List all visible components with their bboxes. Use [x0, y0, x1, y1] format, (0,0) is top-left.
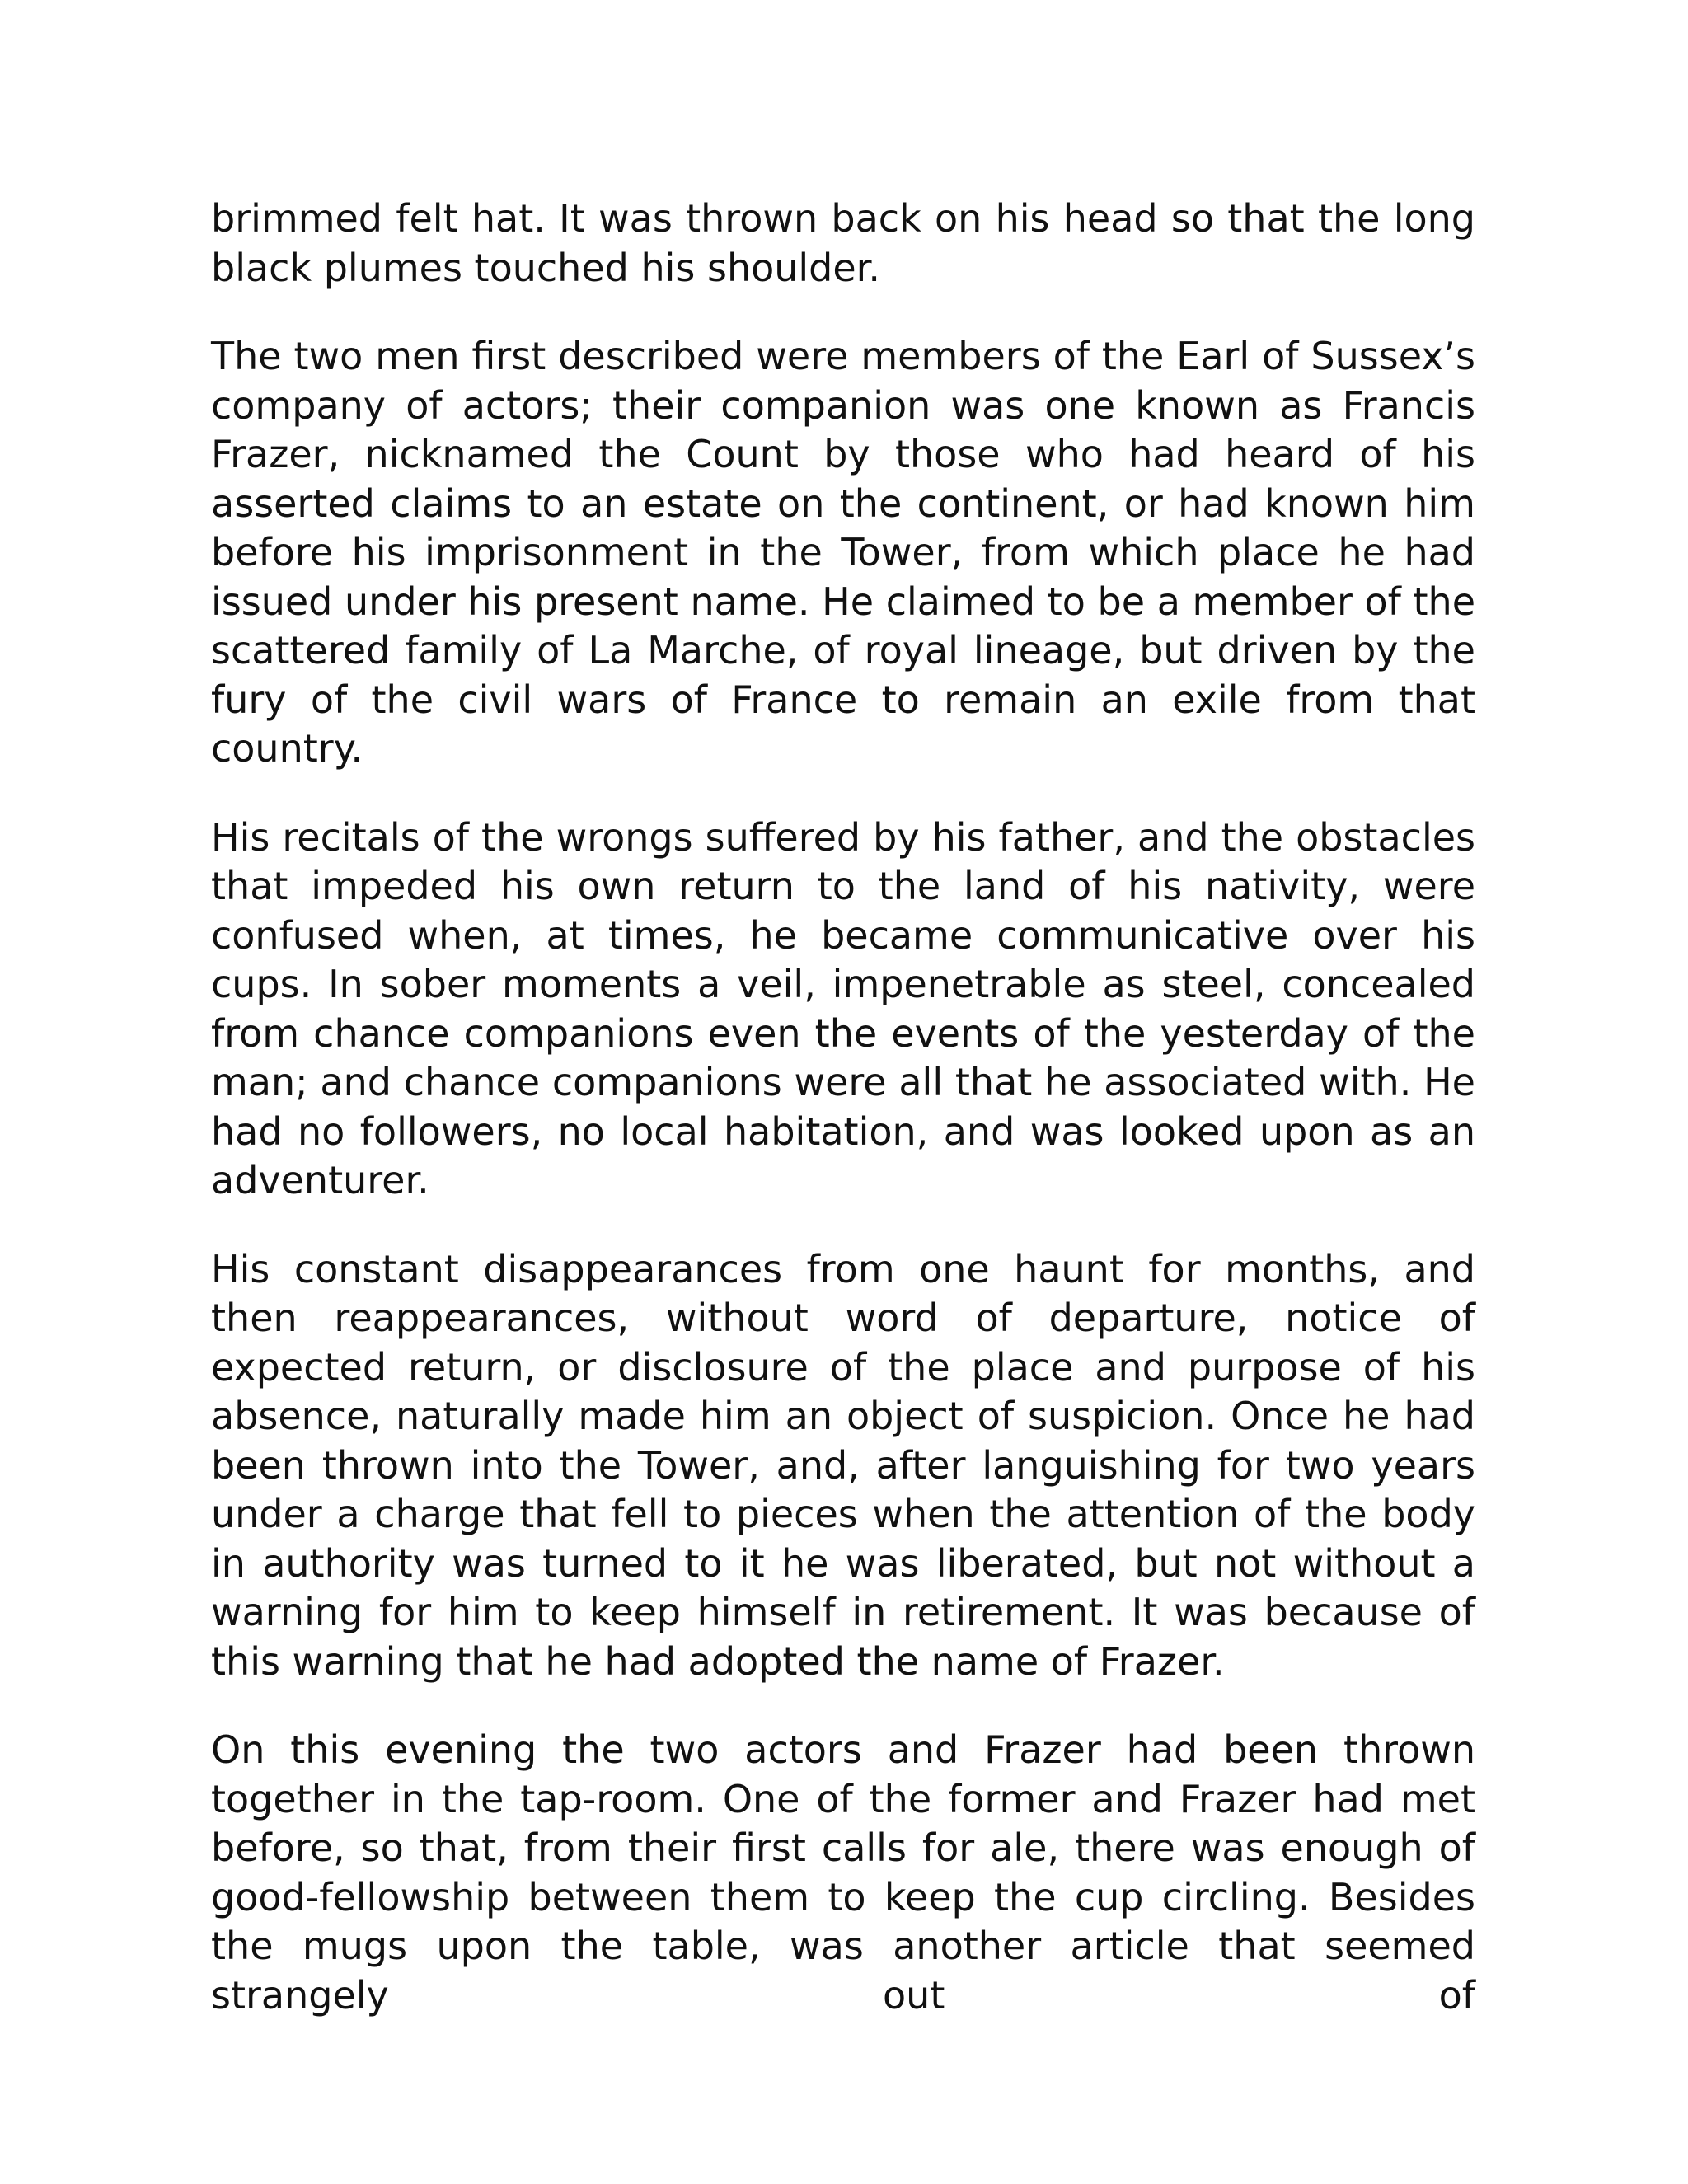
paragraph-1: brimmed felt hat. It was thrown back on his head so that the long black plumes touched his shoulder. [211, 196, 1475, 290]
paragraph-3: His recitals of the wrongs suffered by his father, and the obstacles that impeded his own return to the land of his nativity, were confused when, at times, he became communicative over his cups. In sober moments a veil, impenetrable as steel, concealed from chance companions even the events of the yesterday of the man; and chance companions were all that he associated with. He had no followers, no local habitation, and was looked upon as an adventurer. [211, 814, 1475, 1202]
body-text [211, 194, 1475, 2020]
paragraph-2: The two men first described were members of the Earl of Sussex’s company of actors; their companion was one known as Francis Frazer, nicknamed the Count by those who had heard of his asserted claims to an estate on the continent, or had known him before his imprisonment in the Tower, from which place he had issued under his present name. He claimed to be a member of the scattered family of La Marche, of royal lineage, but driven by the fury of the civil wars of France to remain an exile from that country. [211, 334, 1475, 771]
paragraph-5: On this evening the two actors and Frazer had been thrown together in the tap-room. One of the former and Frazer had met before, so that, from their first calls for ale, there was enough of good-fellowship between them to keep the cup circling. Besides the mugs upon the table, was another article that seemed strangely out of [211, 1727, 1475, 2018]
paragraph-4: His constant disappearances from one haunt for months, and then reappearances, without word of departure, notice of expected return, or disclosure of the place and purpose of his absence, naturally made him an object of suspicion. Once he had been thrown into the Tower, and, after languishing for two years under a charge that fell to pieces when the attention of the body in authority was turned to it he was liberated, but not without a warning for him to keep himself in retirement. It was because of this warning that he had adopted the name of Frazer. [211, 1246, 1475, 1684]
